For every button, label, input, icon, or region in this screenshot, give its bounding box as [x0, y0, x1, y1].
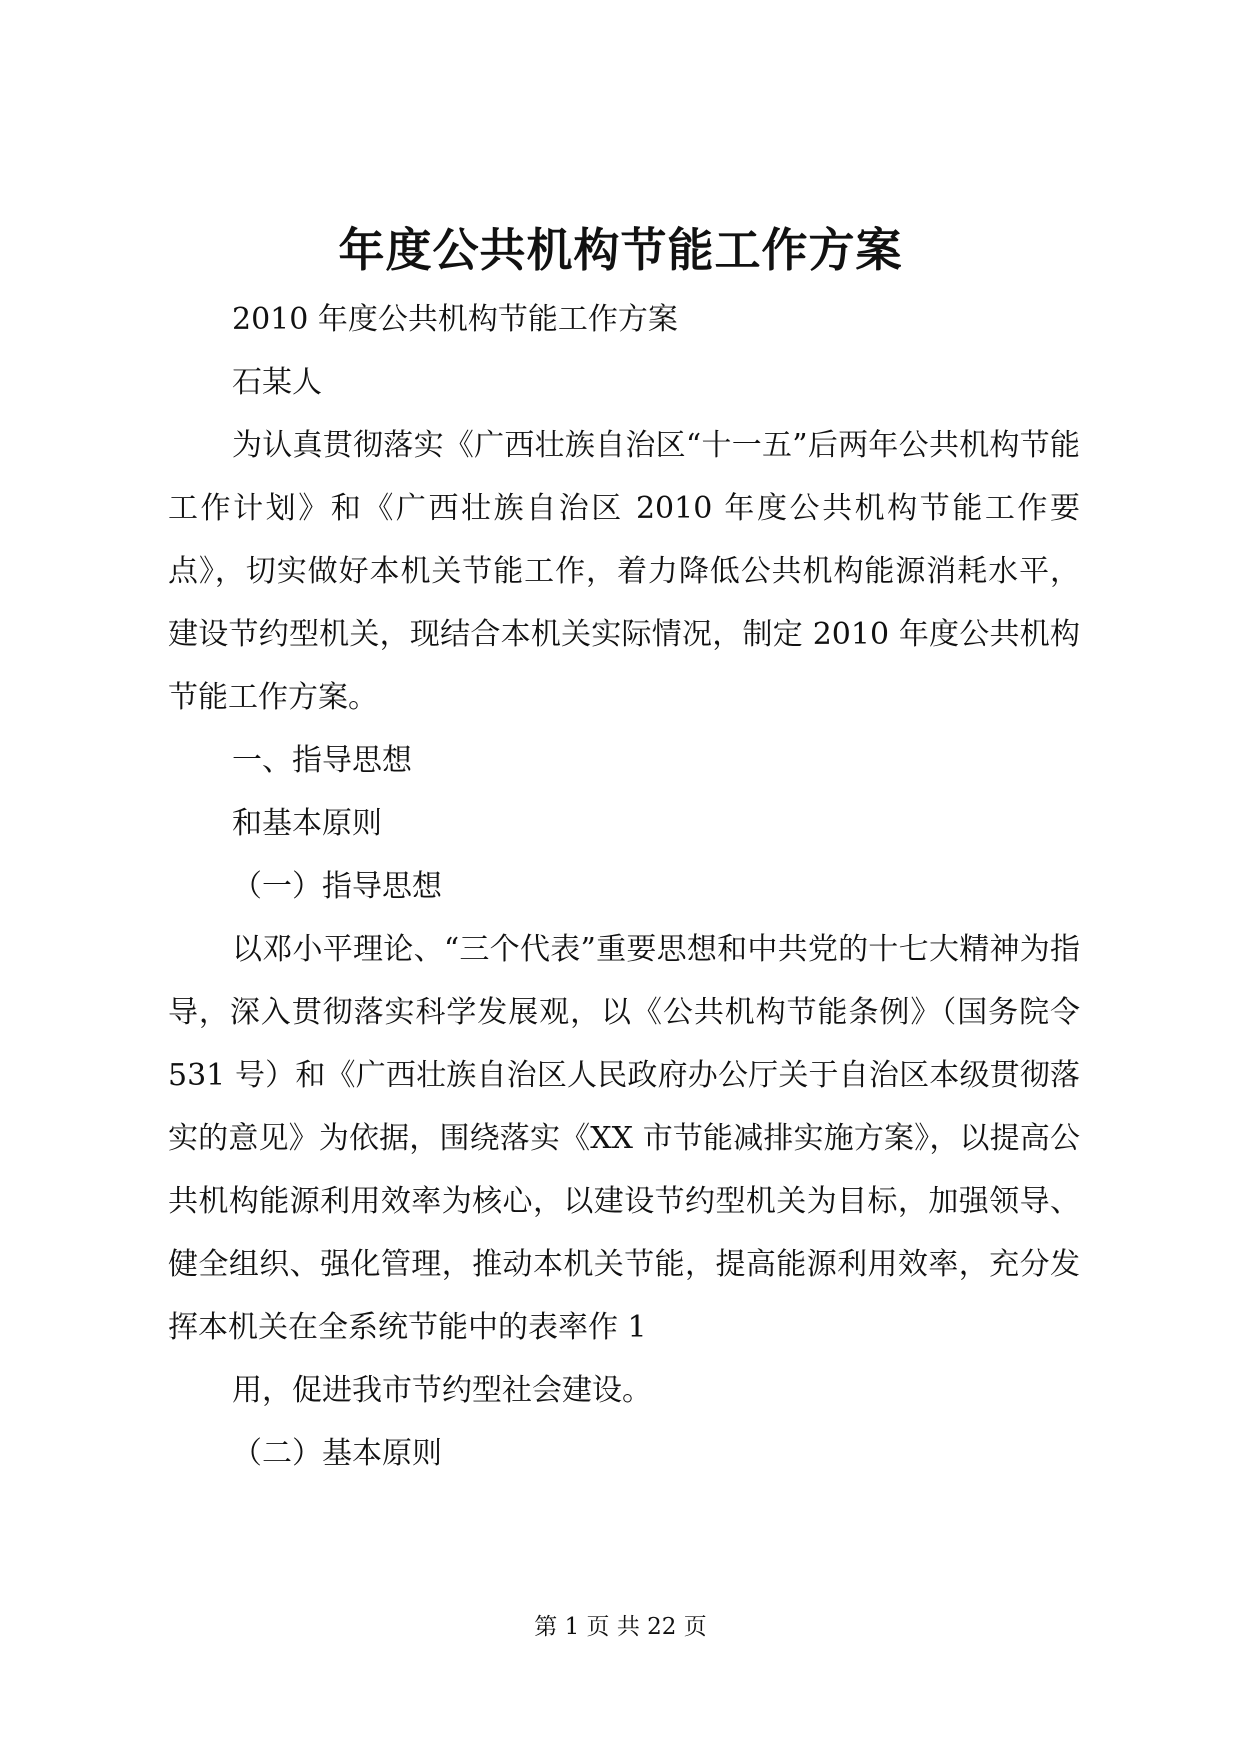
subsection-heading-basic-principles: （二）基本原则	[232, 1436, 442, 1471]
page-number-footer: 第 1 页 共 22 页	[534, 1614, 707, 1640]
intro-paragraph: 为认真贯彻落实《广西壮族自治区“十一五”后两年公共机构节能工作计划》和《广西壮族自治区 2010 年度公共机构节能工作要点》，切实做好本机关节能工作，着力降低公共机构能源消耗水平，建设节约型机关，现结合本机关实际情况，制定 2010 年度公共机构节能工作方案。	[168, 428, 1080, 715]
guiding-thought-paragraph: 以邓小平理论、“三个代表”重要思想和中共党的十七大精神为指导，深入贯彻落实科学发展观，以《公共机构节能条例》（国务院令 531 号）和《广西壮族自治区人民政府办公厅关于自治区本级贯彻落实的意见》为依据，围绕落实《XX 市节能减排实施方案》，以提高公共机构能源利用效率为核心，以建设节约型机关为目标，加强领导、健全组织、强化管理，推动本机关节能，提高能源利用效率，充分发挥本机关在全系统节能中的表率作 1	[168, 932, 1080, 1345]
section-heading: 一、指导思想	[232, 743, 412, 778]
author-line: 石某人	[232, 365, 322, 400]
document-body	[168, 288, 1080, 1485]
section-heading-continued: 和基本原则	[232, 806, 382, 841]
document-title: 年度公共机构节能工作方案	[338, 223, 903, 277]
guiding-thought-paragraph-end: 用，促进我市节约型社会建设。	[232, 1373, 652, 1408]
subtitle-line: 2010 年度公共机构节能工作方案	[232, 302, 678, 337]
subsection-heading-guiding-thought: （一）指导思想	[232, 869, 442, 904]
